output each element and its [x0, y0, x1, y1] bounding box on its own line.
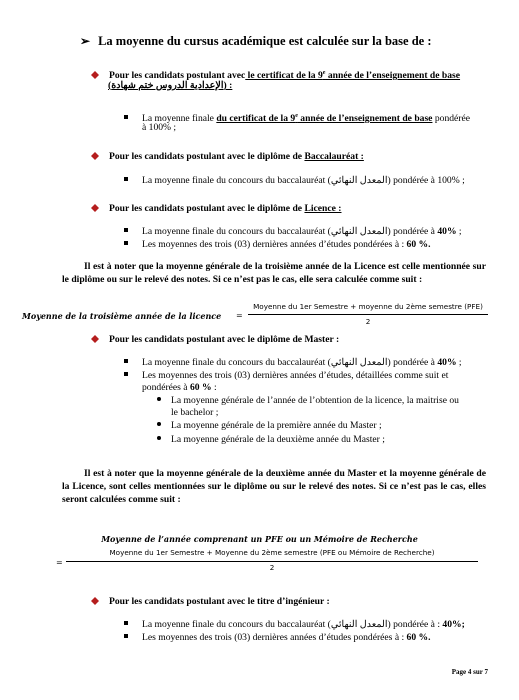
formula1-equals: = — [236, 311, 243, 320]
square-bullet-icon — [124, 621, 128, 625]
s5-item2-pre: Les moyennes des trois (03) dernières années d’études pondérées à : — [142, 632, 407, 643]
s5-item1-pre: La moyenne finale du concours du baccalauréat ( — [142, 619, 331, 630]
s4-sub1-line2: le bachelor ; — [171, 407, 219, 418]
formula1-fraction-bar — [248, 314, 488, 315]
s4-item2-line2-post: : — [211, 382, 217, 393]
formula2-equals: = — [56, 558, 63, 567]
note-paragraph-1: Il est à noter que la moyenne générale de la troisième année de la Licence est celle mentionnée sur le diplôme ou sur le relevé des notes. Si ce n’est pas le cas, elle sera calculée comme suit : — [62, 261, 486, 285]
s4-prefix: Pour les candidats postulant avec le diplôme de Master : — [109, 334, 340, 345]
square-bullet-icon — [124, 177, 128, 181]
s1-sup: e — [322, 70, 326, 76]
diamond-bullet-icon — [91, 204, 99, 212]
s3-item1-arabic: المعدل النهائي — [330, 226, 388, 237]
square-bullet-icon — [124, 359, 128, 363]
s4-title — [91, 334, 339, 346]
formula2-denominator: 2 — [269, 563, 275, 572]
s1-item-link-b: année de l’enseignement de base — [297, 113, 433, 125]
s1-item-post: pondérée — [432, 113, 471, 125]
s3-item1 — [124, 226, 462, 238]
s1-link — [245, 70, 460, 81]
s5-item1-bold: 40%; — [442, 619, 465, 630]
heading-text: La moyenne du cursus académique est calculée sur la base de : — [98, 34, 432, 48]
s5-item2-bold: 60 %. — [406, 632, 431, 643]
dot-bullet-icon — [157, 436, 161, 440]
s5-item2 — [124, 632, 431, 644]
diamond-bullet-icon — [91, 335, 99, 343]
s2-item-arabic: المعدل النهائي — [330, 175, 388, 186]
s4-item1-post: ; — [456, 357, 462, 368]
note-paragraph-2: Il est à noter que la moyenne générale de la deuxième année du Master et la moyenne générale de la Licence, sont celles mentionnées sur le diplôme ou sur le relevé des notes. Si ce n’est pas le cas, elles seront calculées comme suit : — [62, 468, 486, 505]
s5-item1-arabic: المعدل النهائي — [330, 619, 388, 630]
s4-item2-line2 — [142, 382, 217, 394]
dot-bullet-icon — [157, 397, 161, 401]
s2-item — [124, 175, 465, 187]
s4-sub1 — [157, 395, 459, 407]
s2-prefix: Pour les candidats postulant avec le diplôme de — [109, 151, 305, 162]
arrow-bullet-icon: ➢ — [80, 34, 91, 48]
s3-title — [91, 203, 341, 215]
diamond-bullet-icon — [91, 597, 99, 605]
s4-item1-bold: 40% — [437, 357, 457, 368]
dot-bullet-icon — [157, 422, 161, 426]
s4-sub3-text: La moyenne générale de la deuxième année du Master ; — [171, 434, 385, 445]
page-number: Page 4 sur 7 — [451, 668, 488, 676]
s2-item-post: ) pondérée à 100% ; — [387, 175, 465, 186]
s4-sub3 — [157, 434, 385, 446]
s4-item1-arabic: المعدل النهائي — [330, 357, 388, 368]
formula2-numerator: Moyenne du 1er Semestre + Moyenne du 2ème semestre (PFE ou Mémoire de Recherche) — [109, 548, 435, 557]
s5-title — [91, 596, 330, 608]
s4-sub2-text: La moyenne générale de la première année du Master ; — [171, 420, 382, 431]
formula1-denominator: 2 — [365, 317, 371, 326]
s1-arabic: (الإعدادية الدروس ختم شهادة) : — [108, 80, 233, 91]
s4-item1-pre: La moyenne finale du concours du baccalauréat ( — [142, 357, 331, 368]
s2-title — [91, 151, 364, 163]
s4-item2-line1: Les moyennes des trois (03) dernières années d’études, détaillées comme suit et — [142, 370, 449, 381]
s1-link-a: le certificat de la 9 — [245, 70, 323, 82]
s3-item1-pre: La moyenne finale du concours du baccalauréat ( — [142, 226, 331, 237]
s4-item2 — [124, 370, 448, 382]
s1-item-pre: La moyenne finale — [142, 113, 217, 125]
s3-item1-post: ; — [456, 226, 462, 237]
s2-link: Baccalauréat : — [304, 151, 364, 162]
s3-item1-mid: ) pondérée à — [387, 226, 438, 237]
s4-item1-mid: ) pondérée à — [387, 357, 438, 368]
formula1-label: Moyenne de la troisième année de la licence — [22, 311, 222, 321]
s1-item-link-a: du certificat de la 9 — [216, 113, 296, 125]
square-bullet-icon — [124, 372, 128, 376]
s1-prefix: Pour les candidats postulant avec — [109, 70, 246, 82]
s1-item-link — [216, 113, 432, 124]
s3-item2-pre: Les moyennes des trois (03) dernières années d’études pondérées à : — [142, 239, 407, 250]
s3-item1-bold: 40% — [437, 226, 457, 237]
diamond-bullet-icon — [91, 152, 99, 160]
square-bullet-icon — [124, 115, 128, 119]
square-bullet-icon — [124, 228, 128, 232]
s3-item2 — [124, 239, 431, 251]
s5-item1-mid: ) pondérée à : — [387, 619, 443, 630]
formula1-numerator: Moyenne du 1er Semestre + moyenne du 2ème semestre (PFE) — [253, 302, 483, 311]
s4-item2-line2-bold: 60 % — [189, 382, 212, 393]
s1-link-b: année de l’enseignement de base — [325, 70, 461, 82]
formula2-label: Moyenne de l’année comprenant un PFE ou un Mémoire de Recherche — [101, 534, 418, 544]
s3-link: Licence : — [304, 203, 342, 214]
square-bullet-icon — [124, 241, 128, 245]
s5-prefix: Pour les candidats postulant avec le titre d’ingénieur : — [109, 596, 330, 607]
s3-prefix: Pour les candidats postulant avec le diplôme de — [109, 203, 305, 214]
section-heading — [80, 34, 432, 49]
s4-sub1-line1: La moyenne générale de l’année de l’obtention de la licence, la maitrise ou — [171, 395, 459, 406]
square-bullet-icon — [124, 634, 128, 638]
s3-item2-bold: 60 %. — [406, 239, 431, 250]
formula2-fraction-bar — [66, 561, 478, 562]
s1-item-sup: e — [295, 113, 298, 119]
s2-item-pre: La moyenne finale du concours du baccalauréat ( — [142, 175, 331, 186]
diamond-bullet-icon — [91, 71, 99, 79]
s1-item-line2: à 100% ; — [142, 122, 177, 133]
s5-item1 — [124, 619, 465, 631]
s4-item2-line2-pre: pondérées à — [142, 382, 190, 393]
s4-item1 — [124, 357, 462, 369]
s4-sub2 — [157, 420, 382, 432]
